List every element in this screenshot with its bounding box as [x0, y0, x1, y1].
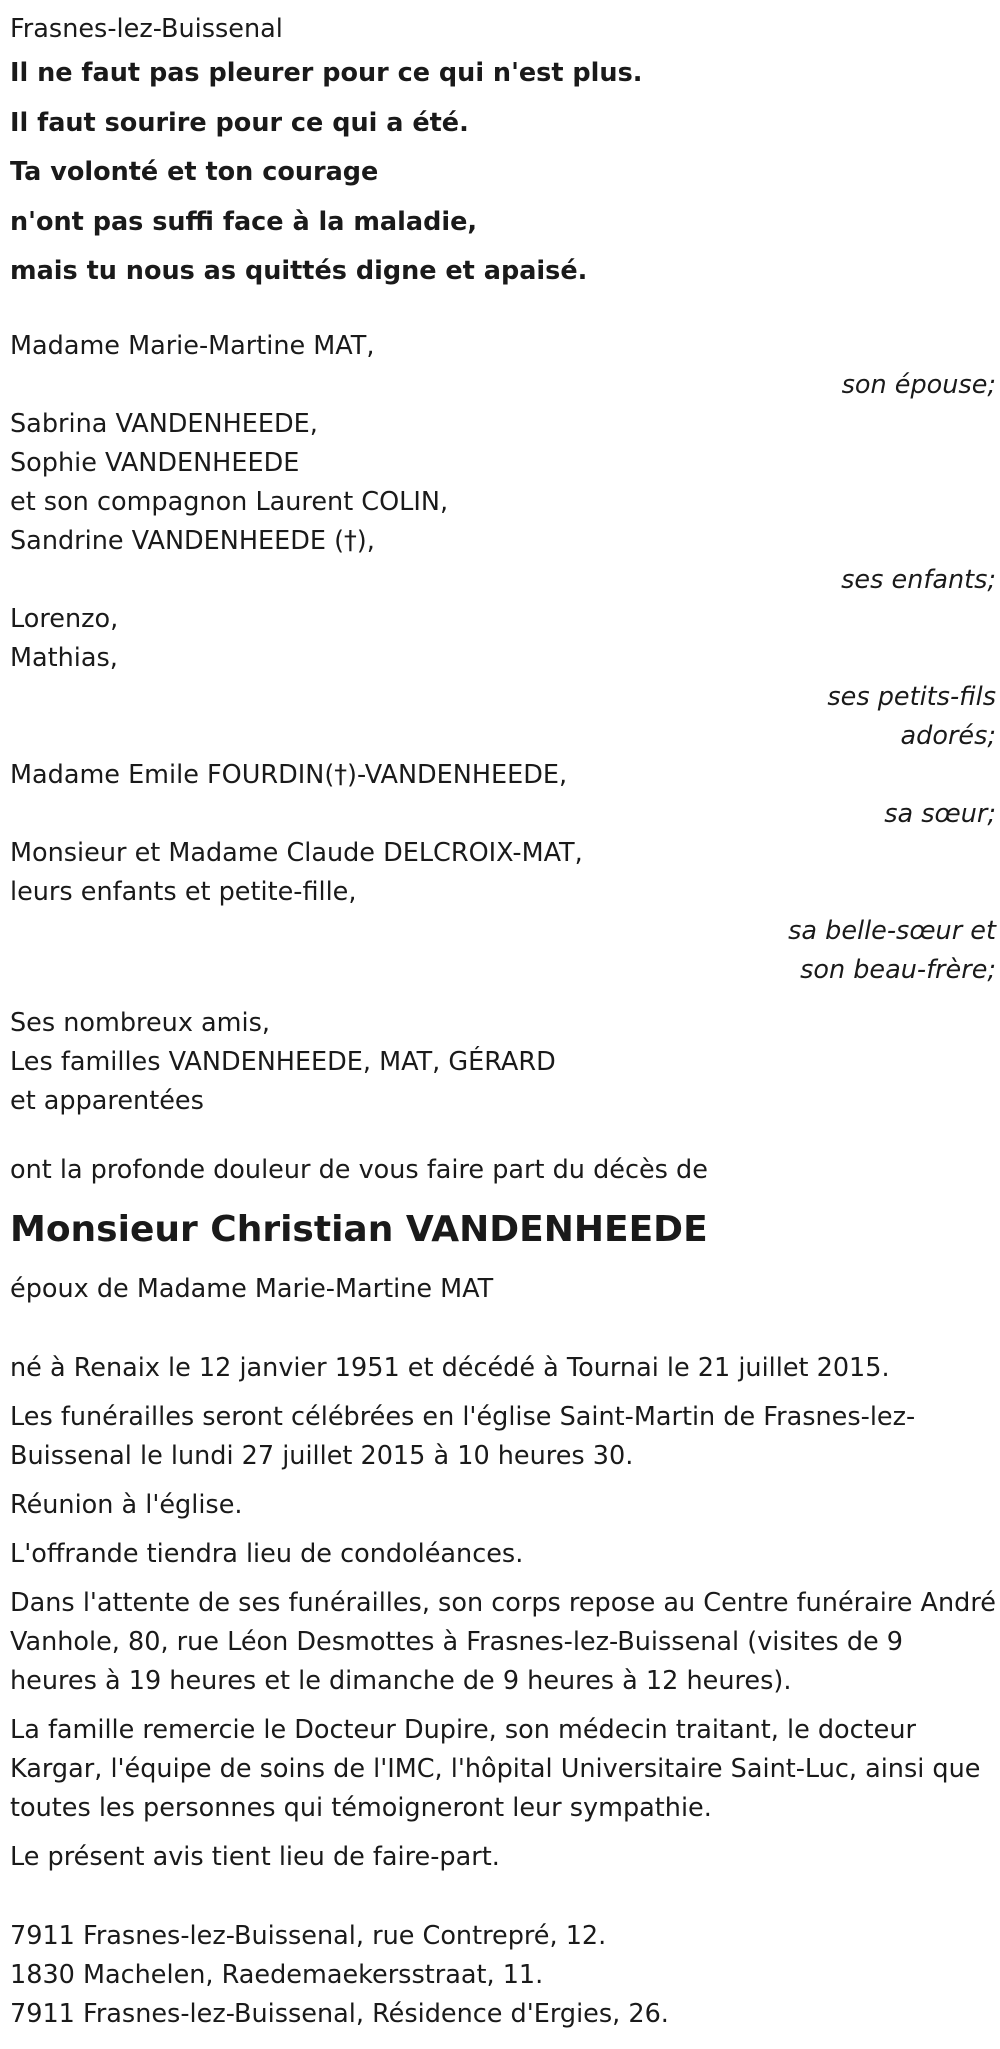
family-name: leurs enfants et petite-fille, — [10, 876, 357, 907]
family-name: Mathias, — [10, 642, 118, 673]
family-name: Monsieur et Madame Claude DELCROIX-MAT, — [10, 837, 583, 868]
family-relation: son beau-frère; — [800, 954, 996, 985]
family-grandchildren — [10, 600, 996, 756]
address-line: 7911 Frasnes-lez-Buissenal, rue Contrepré, 12. — [10, 1920, 607, 1951]
poem-line: Il faut sourire pour ce qui a été. — [10, 107, 469, 138]
detail-paragraph: Les funérailles seront célébrées en l'église Saint-Martin de Frasnes-lez-Buissenal le lundi 27 juillet 2015 à 10 heures 30. — [10, 1401, 916, 1471]
family-name: Madame Emile FOURDIN(†)-VANDENHEEDE, — [10, 759, 568, 790]
details — [10, 1349, 996, 1877]
family-relation: son épouse; — [841, 369, 996, 400]
detail-paragraph: Le présent avis tient lieu de faire-part. — [10, 1841, 500, 1872]
obituary-notice — [10, 10, 996, 2034]
family-name: Sophie VANDENHEEDE — [10, 447, 300, 478]
deceased-spouse-line: époux de Madame Marie-Martine MAT — [10, 1273, 494, 1304]
family-relation: sa sœur; — [884, 798, 996, 829]
family-relation: sa belle-sœur et — [788, 915, 996, 946]
family-name: Ses nombreux amis, — [10, 1007, 270, 1038]
deceased-name: Monsieur Christian VANDENHEEDE — [10, 1208, 708, 1250]
detail-paragraph: Dans l'attente de ses funérailles, son corps repose au Centre funéraire André Vanhole, 80, rue Léon Desmottes à Frasnes-lez-Buissenal (visites de 9 heures à 19 heures et le dimanche de 9 heures à 12 heures). — [10, 1587, 996, 1696]
family-name: Sandrine VANDENHEEDE (†), — [10, 525, 375, 556]
detail-paragraph: L'offrande tiendra lieu de condoléances. — [10, 1538, 524, 1569]
poem-line: n'ont pas suffi face à la maladie, — [10, 206, 478, 237]
family-name: et son compagnon Laurent COLIN, — [10, 486, 449, 517]
family-name: Sabrina VANDENHEEDE, — [10, 408, 318, 439]
family-others — [10, 1004, 996, 1121]
poem-line: Il ne faut pas pleurer pour ce qui n'est plus. — [10, 58, 643, 88]
family-children — [10, 405, 996, 600]
family-relation: ses petits-fils — [827, 681, 996, 712]
poem-line: mais tu nous as quittés digne et apaisé. — [10, 256, 588, 286]
detail-paragraph: La famille remercie le Docteur Dupire, son médecin traitant, le docteur Kargar, l'équipe de soins de l'IMC, l'hôpital Universitaire Saint-Luc, ainsi que toutes les personnes qui témoigneront leur sympathie. — [10, 1714, 981, 1823]
detail-paragraph: Réunion à l'église. — [10, 1489, 243, 1520]
family-sister — [10, 756, 996, 834]
family-relation: adorés; — [900, 720, 996, 751]
family-name: Lorenzo, — [10, 603, 119, 634]
announcement: ont la profonde douleur de vous faire part du décès de — [10, 1154, 708, 1185]
address-line: 7911 Frasnes-lez-Buissenal, Résidence d'Ergies, 26. — [10, 1998, 669, 2029]
addresses — [10, 1917, 996, 2034]
family-name: Les familles VANDENHEEDE, MAT, GÉRARD — [10, 1046, 556, 1077]
family-spouse — [10, 327, 996, 405]
family-in-laws — [10, 834, 996, 990]
family-relation: ses enfants; — [841, 564, 996, 595]
header-place: Frasnes-lez-Buissenal — [10, 14, 283, 44]
poem-line: Ta volonté et ton courage — [10, 157, 379, 187]
address-line: 1830 Machelen, Raedemaekersstraat, 11. — [10, 1959, 544, 1990]
detail-paragraph: né à Renaix le 12 janvier 1951 et décédé à Tournai le 21 juillet 2015. — [10, 1352, 890, 1383]
poem — [10, 49, 996, 297]
family-name: et apparentées — [10, 1085, 204, 1116]
family-name: Madame Marie-Martine MAT, — [10, 330, 375, 361]
